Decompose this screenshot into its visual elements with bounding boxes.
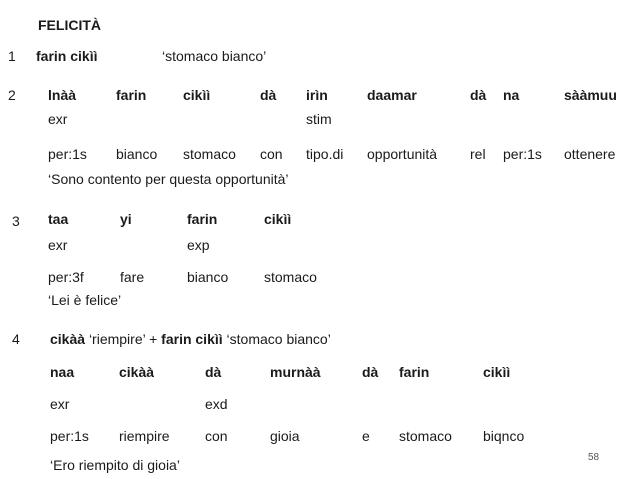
entry-4-gloss: biqnco bbox=[483, 428, 525, 444]
entry-1-gloss: ‘stomaco bianco’ bbox=[162, 48, 267, 64]
entry-4-word: naa bbox=[50, 364, 75, 380]
entry-4-word: murnàà bbox=[270, 364, 321, 380]
entry-2-role-stim: stim bbox=[306, 111, 332, 127]
entry-4-header bbox=[50, 330, 331, 348]
entry-2-gloss: tipo.di bbox=[306, 146, 344, 162]
entry-2-word: farin bbox=[116, 87, 147, 103]
entry-3-translation: ‘Lei è felice’ bbox=[48, 292, 122, 308]
entry-4-gloss: stomaco bbox=[399, 428, 452, 444]
entry-1-number: 1 bbox=[8, 48, 16, 64]
entry-4-word: dà bbox=[362, 364, 379, 380]
entry-2-word: na bbox=[503, 87, 520, 103]
entry-4-word: cikàà bbox=[119, 364, 155, 380]
entry-3-word: taa bbox=[48, 211, 69, 227]
entry-4-header-gloss: ‘stomaco bianco’ bbox=[226, 331, 331, 347]
page-number: 58 bbox=[588, 452, 600, 463]
entry-4-role-exr: exr bbox=[50, 396, 70, 412]
entry-2-gloss: opportunità bbox=[367, 146, 438, 162]
entry-4-translation: ‘Ero riempito di gioia’ bbox=[50, 457, 180, 473]
entry-3-gloss: stomaco bbox=[264, 269, 317, 285]
entry-2-translation: ‘Sono contento per questa opportunità’ bbox=[48, 171, 289, 187]
entry-4-header-term: cikàà bbox=[50, 331, 86, 347]
entry-4-gloss: con bbox=[205, 428, 228, 444]
entry-4-word: farin bbox=[399, 364, 430, 380]
entry-4-role-exd: exd bbox=[205, 396, 228, 412]
entry-2-gloss: bianco bbox=[116, 146, 158, 162]
entry-2-word: irìn bbox=[306, 87, 328, 103]
page-title: FELICITÀ bbox=[38, 17, 101, 33]
entry-3-gloss: bianco bbox=[187, 269, 229, 285]
entry-2-word: dà bbox=[260, 87, 277, 103]
entry-4-gloss: e bbox=[362, 428, 370, 444]
entry-3-number: 3 bbox=[12, 213, 20, 229]
entry-1-term: farin cikìì bbox=[36, 48, 98, 64]
entry-3-word: yi bbox=[120, 211, 132, 227]
entry-2-gloss: per:1s bbox=[503, 146, 542, 162]
entry-4-gloss: gioia bbox=[270, 428, 300, 444]
entry-2-word: dà bbox=[470, 87, 487, 103]
entry-2-word: sààmuu bbox=[564, 87, 617, 103]
entry-4-number: 4 bbox=[12, 331, 20, 347]
entry-3-gloss: per:3f bbox=[48, 269, 84, 285]
entry-2-gloss: con bbox=[260, 146, 283, 162]
entry-3-word: farin bbox=[187, 211, 218, 227]
entry-2-gloss: stomaco bbox=[183, 146, 236, 162]
entry-3-role-exr: exr bbox=[48, 237, 68, 253]
entry-2-word: daamar bbox=[367, 87, 417, 103]
entry-2-word: cikìì bbox=[183, 87, 211, 103]
entry-4-gloss: riempire bbox=[119, 428, 170, 444]
entry-2-gloss: rel bbox=[470, 146, 486, 162]
entry-2-gloss: per:1s bbox=[48, 146, 87, 162]
entry-2-number: 2 bbox=[8, 87, 16, 103]
entry-3-gloss: fare bbox=[120, 269, 145, 285]
entry-2-word: lnàà bbox=[48, 87, 77, 103]
entry-4-gloss: per:1s bbox=[50, 428, 89, 444]
entry-4-word: dà bbox=[205, 364, 222, 380]
entry-2-role-exr: exr bbox=[48, 111, 68, 127]
entry-4-word: cikìì bbox=[483, 364, 511, 380]
entry-4-header-term: farin cikìì bbox=[161, 331, 223, 347]
entry-3-word: cikìì bbox=[264, 211, 292, 227]
entry-2-gloss: ottenere bbox=[564, 146, 616, 162]
entry-3-role-exp: exp bbox=[187, 237, 210, 253]
entry-4-header-gloss: ‘riempire’ + bbox=[88, 331, 158, 347]
